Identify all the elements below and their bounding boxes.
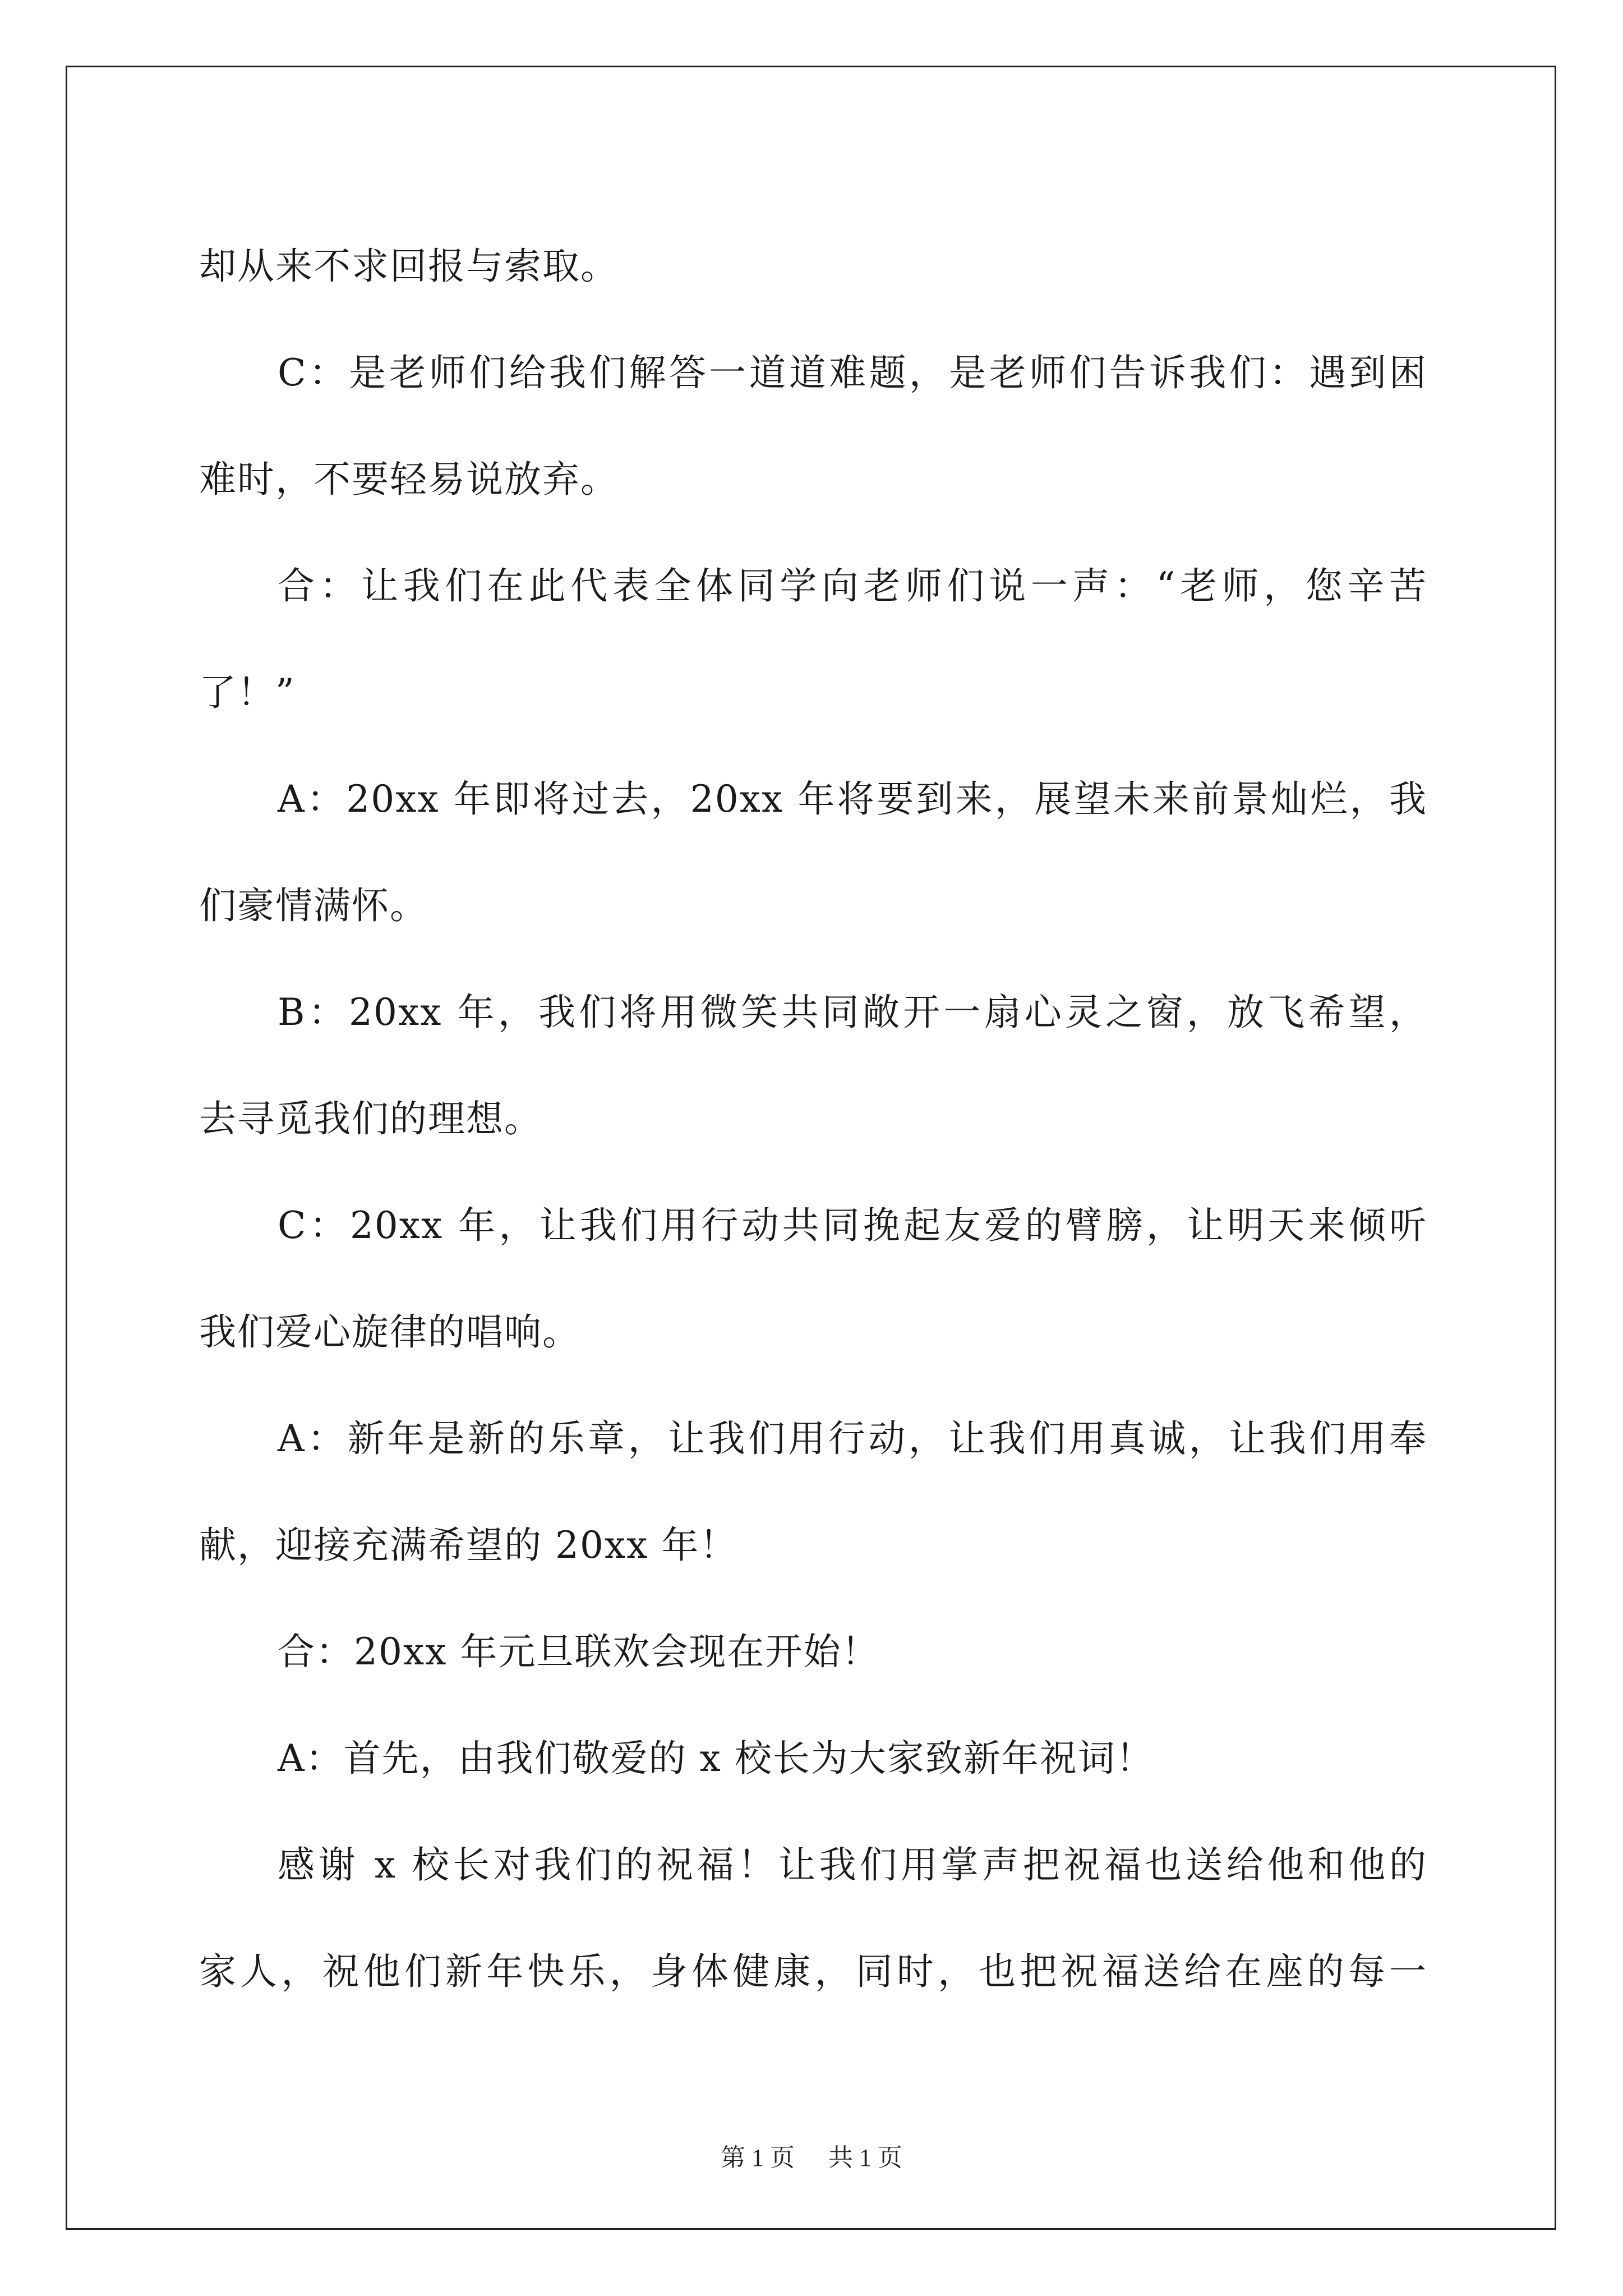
text-line: 们豪情满怀。 (199, 884, 428, 927)
text-line: 去寻觅我们的理想。 (199, 1097, 542, 1140)
text-line: 家人，祝他们新年快乐，身体健康，同时，也把祝福送给在座的每一 (199, 1950, 1427, 1993)
text-line: A：首先，由我们敬爱的 x 校长为大家致新年祝词！ (278, 1737, 1154, 1780)
text-line: 感谢 x 校长对我们的祝福！让我们用掌声把祝福也送给他和他的 (278, 1843, 1427, 1887)
text-line: A：新年是新的乐章，让我们用行动，让我们用真诚，让我们用奉 (278, 1417, 1427, 1460)
text-line: C：20xx 年，让我们用行动共同挽起友爱的臂膀，让明天来倾听 (278, 1204, 1427, 1247)
document-body (199, 213, 1427, 2025)
text-line: C：是老师们给我们解答一道道难题，是老师们告诉我们：遇到困 (278, 351, 1427, 394)
text-line: 却从来不求回报与索取。 (199, 245, 619, 288)
text-line: 献，迎接充满希望的 20xx 年！ (199, 1524, 738, 1567)
page-number: 第 1 页 (721, 2144, 795, 2171)
text-line: 难时，不要轻易说放弃。 (199, 458, 619, 501)
text-line: 了！” (199, 671, 296, 714)
text-line: 我们爱心旋律的唱响。 (199, 1310, 580, 1354)
page-footer (0, 2137, 1623, 2173)
text-line: 合：让我们在此代表全体同学向老师们说一声：“老师，您辛苦 (278, 564, 1427, 608)
text-line: B：20xx 年，我们将用微笑共同敞开一扇心灵之窗，放飞希望， (278, 991, 1427, 1034)
page-total: 共 1 页 (828, 2144, 902, 2171)
text-line: A：20xx 年即将过去，20xx 年将要到来，展望未来前景灿烂，我 (278, 777, 1427, 821)
text-line: 合：20xx 年元旦联欢会现在开始！ (278, 1630, 880, 1673)
